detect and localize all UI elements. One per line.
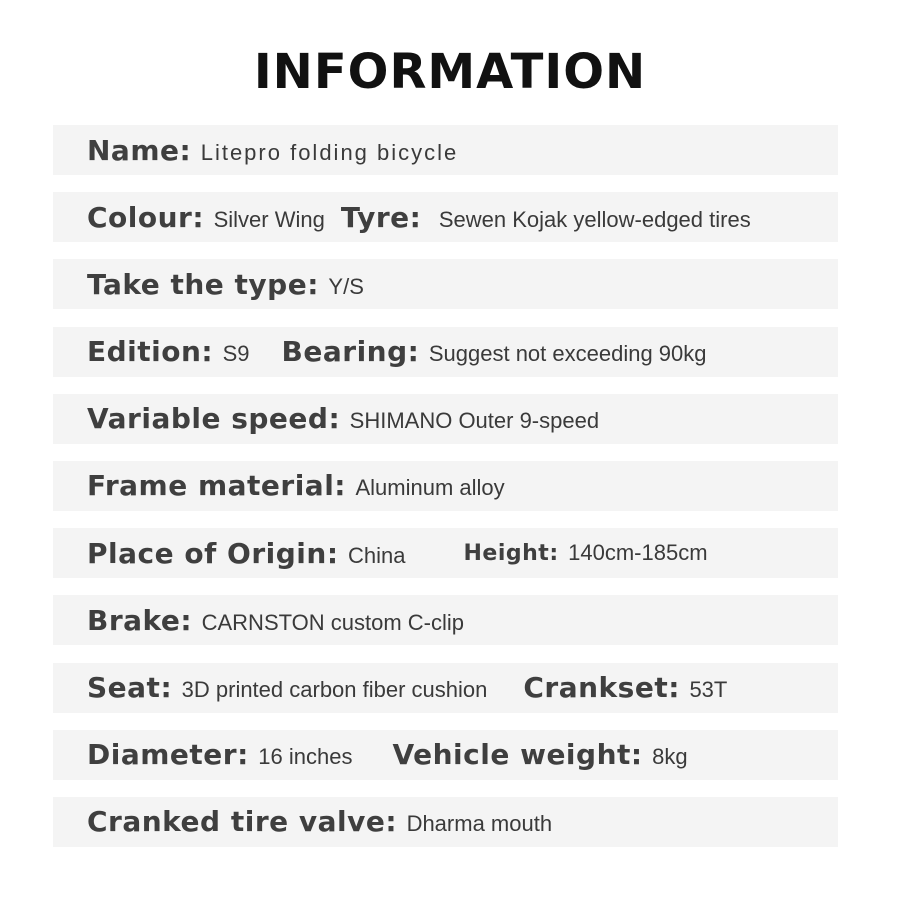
spec-row-type [53,259,838,309]
colon: : [409,200,421,234]
spec-label: Frame material [87,469,335,503]
spec-item-edition [87,335,250,368]
spec-item-vehicle-weight [392,738,687,771]
spec-value: 53T [689,677,728,702]
spec-item-frame-material [87,469,505,502]
spec-label: Edition [87,335,202,369]
page-title: INFORMATION [253,44,647,100]
spec-value: SHIMANO Outer 9-speed [349,408,600,434]
spec-row-name [53,125,838,175]
spec-value: 8kg [652,744,688,770]
spec-label: Name [87,133,180,167]
spec-label: Colour [87,200,193,234]
spec-item-name [87,134,458,167]
spec-value: 16 inches [258,744,353,770]
spec-label: Take the type [87,267,308,301]
spec-item-crankset [523,671,727,704]
spec-item-bearing [282,335,707,368]
spec-row-seat-crankset [53,663,838,713]
spec-label: Tyre [340,200,410,234]
spec-label: Diameter [87,738,238,772]
spec-value: 140cm-185cm [568,540,708,566]
spec-value: Litepro folding bicycle [200,139,459,165]
spec-item-tire-valve [87,805,552,838]
spec-row-colour-tyre [53,192,838,242]
colon: : [192,200,204,234]
spec-label: Place of Origin [87,536,327,570]
colon: : [179,133,191,167]
spec-label: Crankset [523,671,669,704]
spec-row-tire-valve [53,797,838,847]
colon: : [668,671,680,704]
spec-label: Vehicle weight [392,738,631,772]
spec-value: Aluminum alloy [355,475,505,501]
spec-item-brake [87,604,464,637]
spec-item-variable-speed [87,402,599,435]
spec-item-colour [87,201,325,234]
spec-label: Seat [87,671,161,704]
colon: : [160,671,172,704]
spec-label: Cranked tire valve [87,805,386,839]
spec-row-origin-height [53,528,838,578]
spec-row-brake [53,595,838,645]
spec-value: 3D printed carbon fiber cushion [181,677,488,702]
spec-value: China [348,542,406,568]
spec-label: Variable speed [87,402,329,436]
colon: : [334,469,346,503]
spec-value: Sewen Kojak yellow-edged tires [438,206,751,232]
colon: : [549,541,559,567]
spec-item-origin [87,537,406,570]
spec-value: S9 [222,341,250,367]
spec-list [53,125,838,864]
spec-item-height [464,540,708,566]
spec-item-tyre [341,201,751,234]
spec-item-type [87,268,364,301]
colon: : [385,805,397,839]
spec-value: Dharma mouth [406,811,553,837]
spec-value: Silver Wing [213,206,325,232]
colon: : [328,402,340,436]
spec-row-variable-speed [53,394,838,444]
spec-label: Brake [87,603,181,637]
spec-value: CARNSTON custom C-clip [201,609,465,635]
spec-label: Bearing [281,335,408,369]
colon: : [326,536,339,570]
spec-label: Height [463,541,550,567]
spec-row-frame-material [53,461,838,511]
colon: : [630,738,643,772]
spec-item-seat [87,671,487,704]
colon: : [180,603,192,637]
colon: : [201,335,213,369]
colon: : [407,335,419,369]
spec-value: Suggest not exceeding 90kg [428,341,707,367]
colon: : [307,267,319,301]
spec-item-diameter [87,738,352,771]
colon: : [237,738,249,772]
spec-value: Y/S [328,273,364,299]
spec-row-edition-bearing [53,327,838,377]
spec-row-diameter-weight [53,730,838,780]
